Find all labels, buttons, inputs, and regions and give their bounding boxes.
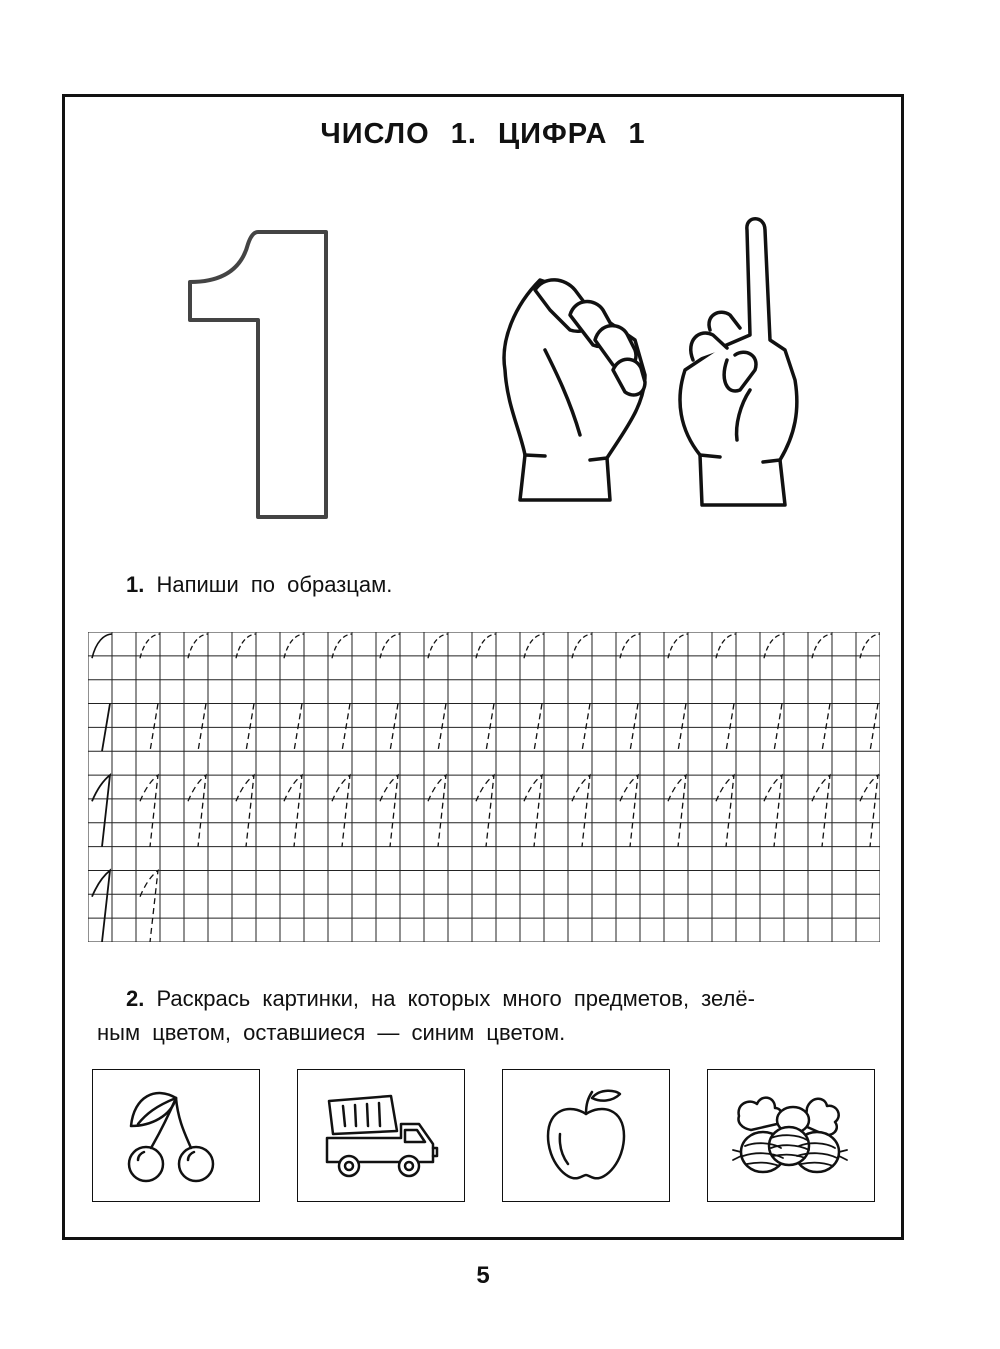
hands-showing-one-icon	[495, 210, 810, 515]
task-1-instruction	[126, 568, 906, 602]
task-2-number: 2.	[126, 986, 145, 1011]
picture-card-dump-truck[interactable]	[297, 1069, 465, 1202]
page-title: ЧИСЛО 1. ЦИФРА 1	[320, 118, 646, 150]
picture-card-apple[interactable]	[502, 1069, 670, 1202]
task-2-line-2: ным цветом, оставшиеся — синим цветом.	[97, 1020, 566, 1045]
picture-card-gooseberries[interactable]	[707, 1069, 875, 1202]
apple-icon	[526, 1086, 646, 1186]
digit-one-outline-icon	[180, 222, 340, 522]
page-number: 5	[476, 1262, 490, 1289]
picture-card-cherries[interactable]	[92, 1069, 260, 1202]
dump-truck-icon	[321, 1086, 441, 1186]
task-2-instruction	[97, 982, 862, 1050]
task-1-text: Напиши по образцам.	[156, 572, 393, 597]
writing-practice-grid[interactable]	[88, 632, 880, 942]
task-2-line-1: Раскрась картинки, на которых много предметов, зелё-	[156, 986, 755, 1011]
cherries-icon	[116, 1086, 236, 1186]
task-1-number: 1.	[126, 572, 145, 597]
gooseberries-icon	[731, 1086, 851, 1186]
